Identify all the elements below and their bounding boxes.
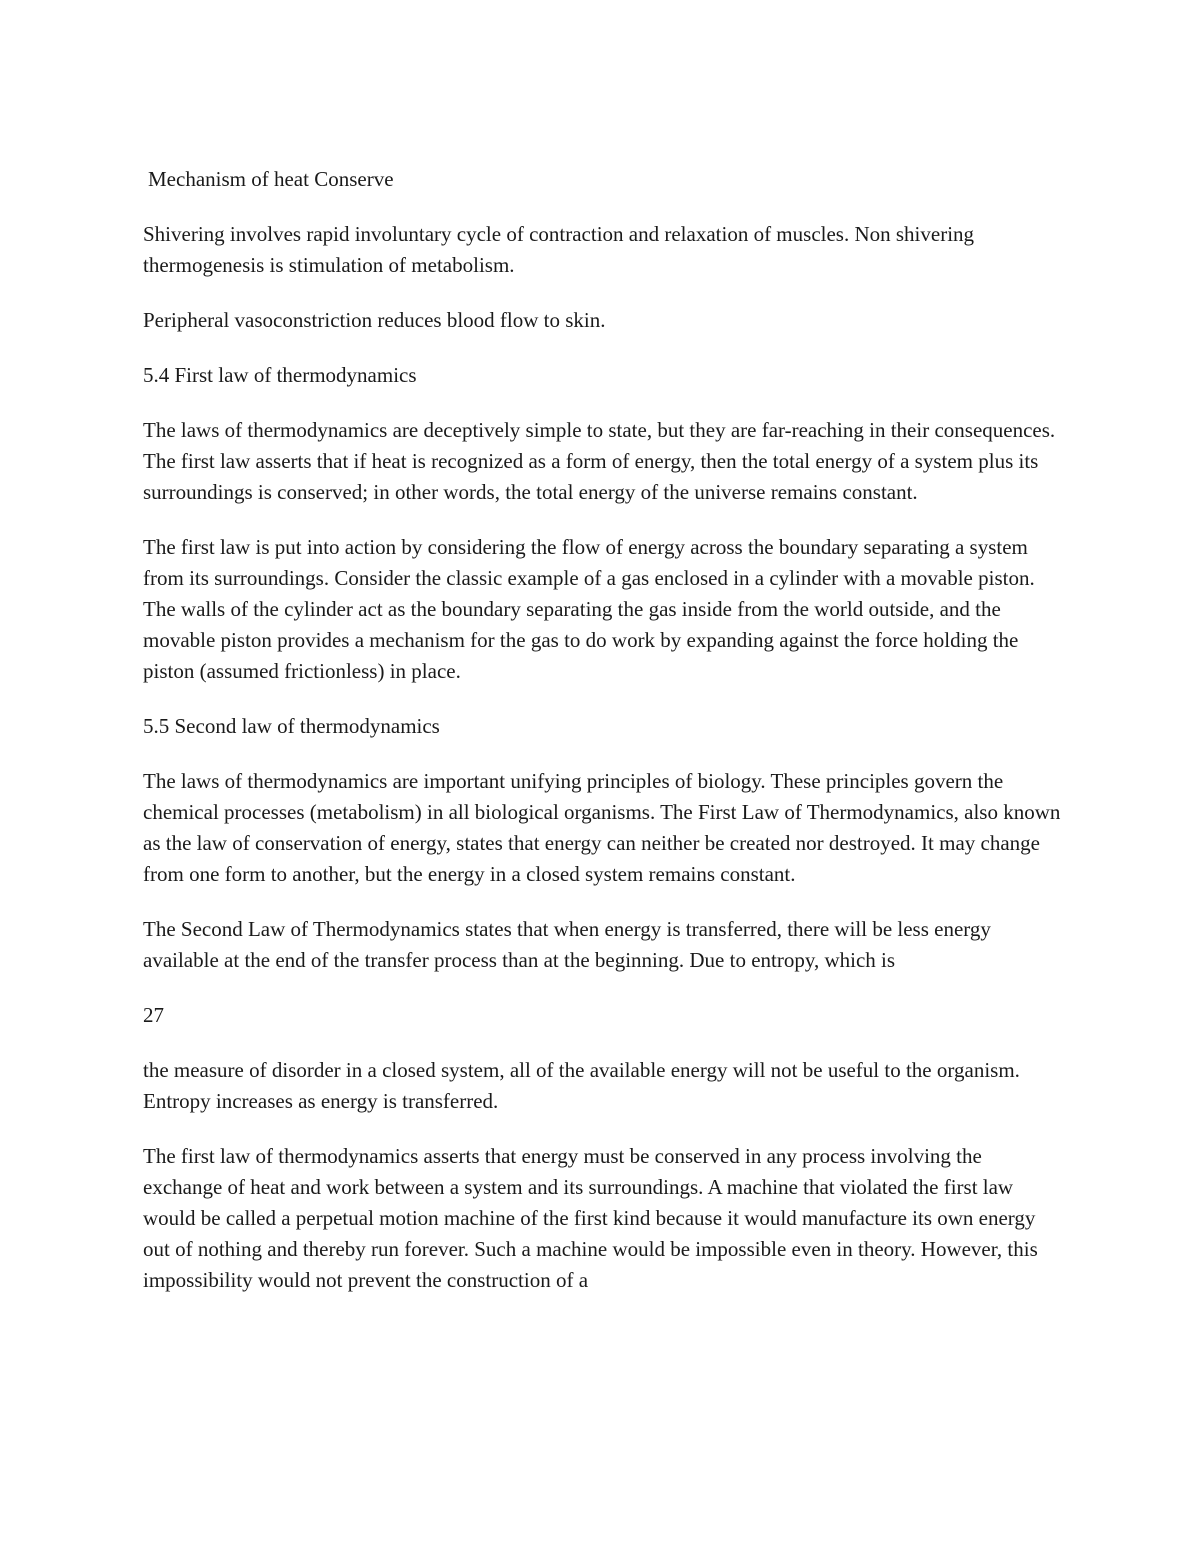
document-body bbox=[143, 164, 1063, 1320]
paragraph-vasoconstriction: Peripheral vasoconstriction reduces blood flow to skin. bbox=[143, 308, 606, 332]
paragraph-entropy: the measure of disorder in a closed system, all of the available energy will not be useful to the organism. Entropy increases as energy is transferred. bbox=[143, 1058, 1020, 1113]
paragraph-first-law-piston: The first law is put into action by considering the flow of energy across the boundary separating a system from its surroundings. Consider the classic example of a gas enclosed in a cylinder with a movable piston. The walls of the cylinder act as the boundary separating the gas inside from the world outside, and the movable piston provides a mechanism for the gas to do work by expanding against the force holding the piston (assumed frictionless) in place. bbox=[143, 535, 1035, 683]
paragraph-second-law-statement: The Second Law of Thermodynamics states that when energy is transferred, there will be less energy available at the end of the transfer process than at the beginning. Due to entropy, which is bbox=[143, 917, 991, 972]
section-heading-first-law: 5.4 First law of thermodynamics bbox=[143, 363, 417, 387]
section-heading-second-law: 5.5 Second law of thermodynamics bbox=[143, 714, 440, 738]
section-heading-heat-conserve: Mechanism of heat Conserve bbox=[148, 167, 394, 191]
paragraph-first-law-intro: The laws of thermodynamics are deceptively simple to state, but they are far-reaching in their consequences. The first law asserts that if heat is recognized as a form of energy, then the total energy of a system plus its surroundings is conserved; in other words, the total energy of the universe remains constant. bbox=[143, 418, 1056, 504]
page-number: 27 bbox=[143, 1003, 164, 1027]
paragraph-biology-principles: The laws of thermodynamics are important unifying principles of biology. These principles govern the chemical processes (metabolism) in all biological organisms. The First Law of Thermodynamics, also known as the law of conservation of energy, states that energy can neither be created nor destroyed. It may change from one form to another, but the energy in a closed system remains constant. bbox=[143, 769, 1061, 886]
paragraph-shivering: Shivering involves rapid involuntary cycle of contraction and relaxation of muscles. Non shivering thermogenesis is stimulation of metabolism. bbox=[143, 222, 975, 277]
paragraph-perpetual-motion: The first law of thermodynamics asserts that energy must be conserved in any process involving the exchange of heat and work between a system and its surroundings. A machine that violated the first law would be called a perpetual motion machine of the first kind because it would manufacture its own energy out of nothing and thereby run forever. Such a machine would be impossible even in theory. However, this impossibility would not prevent the construction of a bbox=[143, 1144, 1038, 1292]
